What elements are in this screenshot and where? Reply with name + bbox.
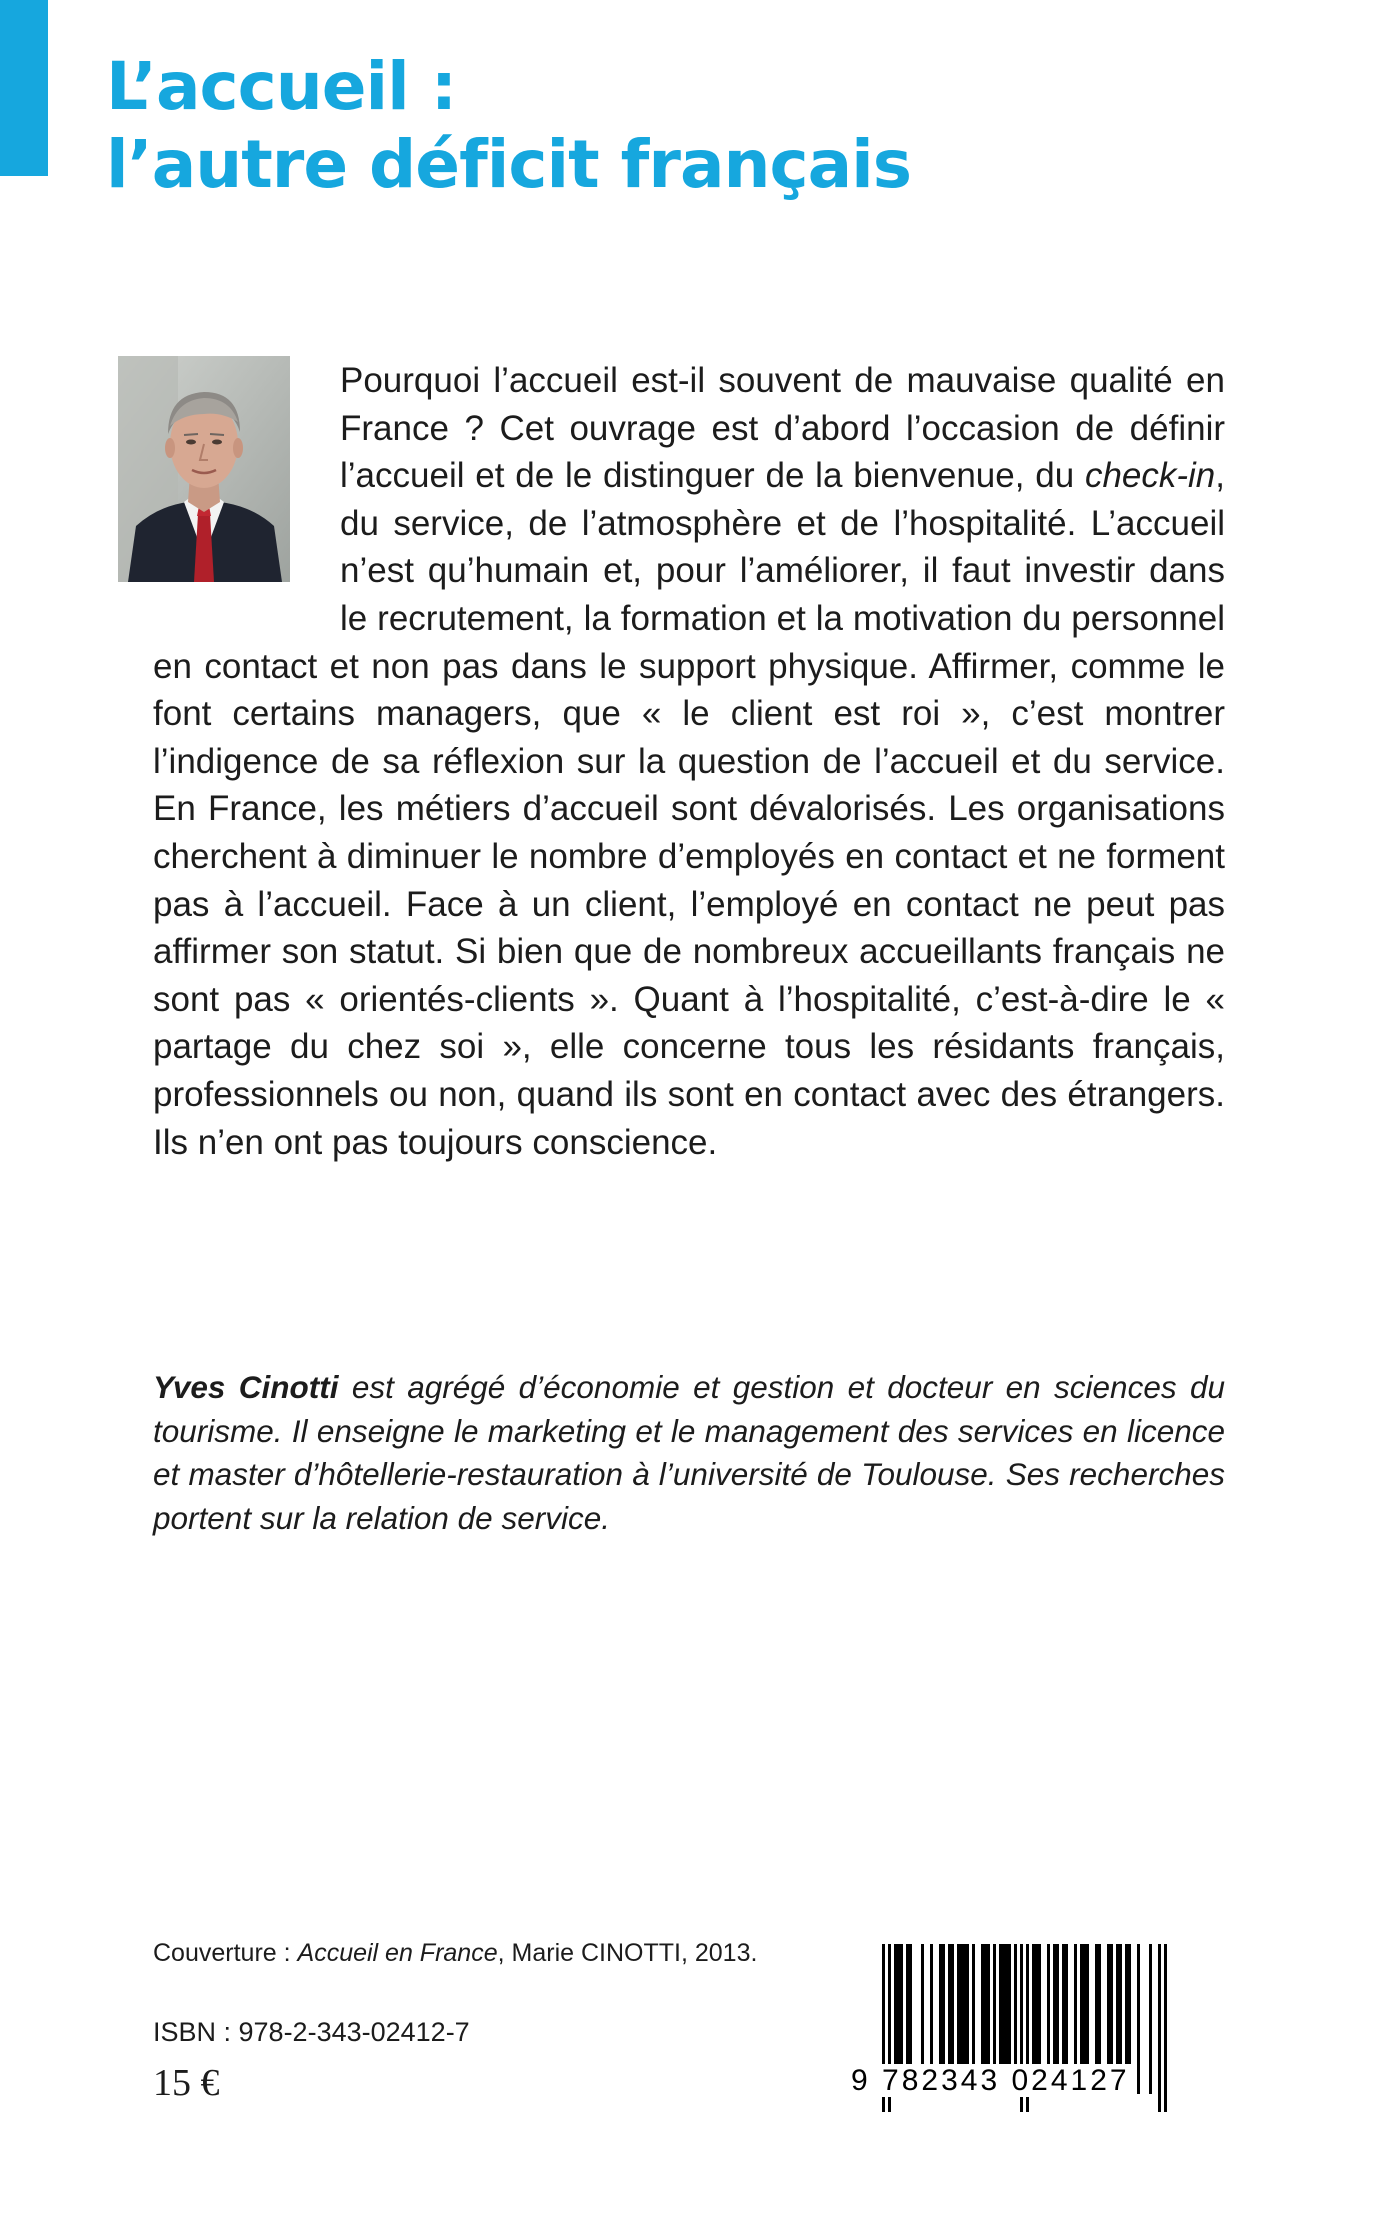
credits-work-title: Accueil en France	[297, 1939, 498, 1967]
isbn: ISBN : 978-2-343-02412-7	[153, 2017, 470, 2047]
credits-suffix: , Marie CINOTTI, 2013.	[497, 1939, 758, 1967]
author-bio-text: est agrégé d’économie et gestion et docteur en sciences du tourisme. Il enseigne le marketing et le management des services en licence et master d’hôtellerie-restauration à l’université de Toulouse. Ses recherches portent sur la relation de service.	[153, 1369, 1225, 1536]
summary-segment-1: Pourquoi l’accueil est-il souvent de mauvaise qualité en France ? Cet ouvrage est d’abord l’occasion de définir l’accueil et de le distinguer de la bienvenue, du	[340, 361, 1225, 496]
book-title	[106, 48, 911, 204]
price: 15 €	[153, 2062, 220, 2104]
summary-segment-2: , du service, de l’atmosphère et de l’hospitalité. L’accueil n’est qu’humain et, pour l’améliorer, il faut investir dans le recrutement, la formation et la motivation du personnel en contact et non pas dans le support physique. Affirmer, comme le font certains managers, que « le client est roi », c’est montrer l’indigence de sa réflexion sur la question de l’accueil et du service. En France, les métiers d’accueil sont dévalorisés. Les organisations cherchent à diminuer le nombre d’employés en contact et ne forment pas à l’accueil. Face à un client, l’employé en contact ne peut pas affirmer son statut. Si bien que de nombreux accueillants français ne sont pas « orientés-clients ». Quant à l’hospitalité, c’est-à-dire le « partage du chez soi », elle concerne tous les résidants français, professionnels ou non, quand ils sont en contact avec des étrangers. Ils n’en ont pas toujours conscience.	[153, 456, 1225, 1162]
cover-credits	[153, 1936, 757, 1970]
title-line-1: L’accueil :	[106, 48, 457, 125]
summary-italic-term: check-in	[1084, 456, 1216, 496]
barcode-digits-text: 9 782343 024127	[848, 2064, 1133, 2097]
credits-prefix: Couverture :	[153, 1939, 298, 1967]
title-line-2: l’autre déficit français	[106, 126, 912, 203]
accent-bar	[0, 0, 48, 176]
summary-text	[153, 357, 1225, 1166]
author-bio	[153, 1366, 1225, 1540]
author-name: Yves Cinotti	[153, 1369, 339, 1405]
barcode-digits	[848, 2064, 1204, 2098]
photo-spacer	[153, 357, 340, 637]
